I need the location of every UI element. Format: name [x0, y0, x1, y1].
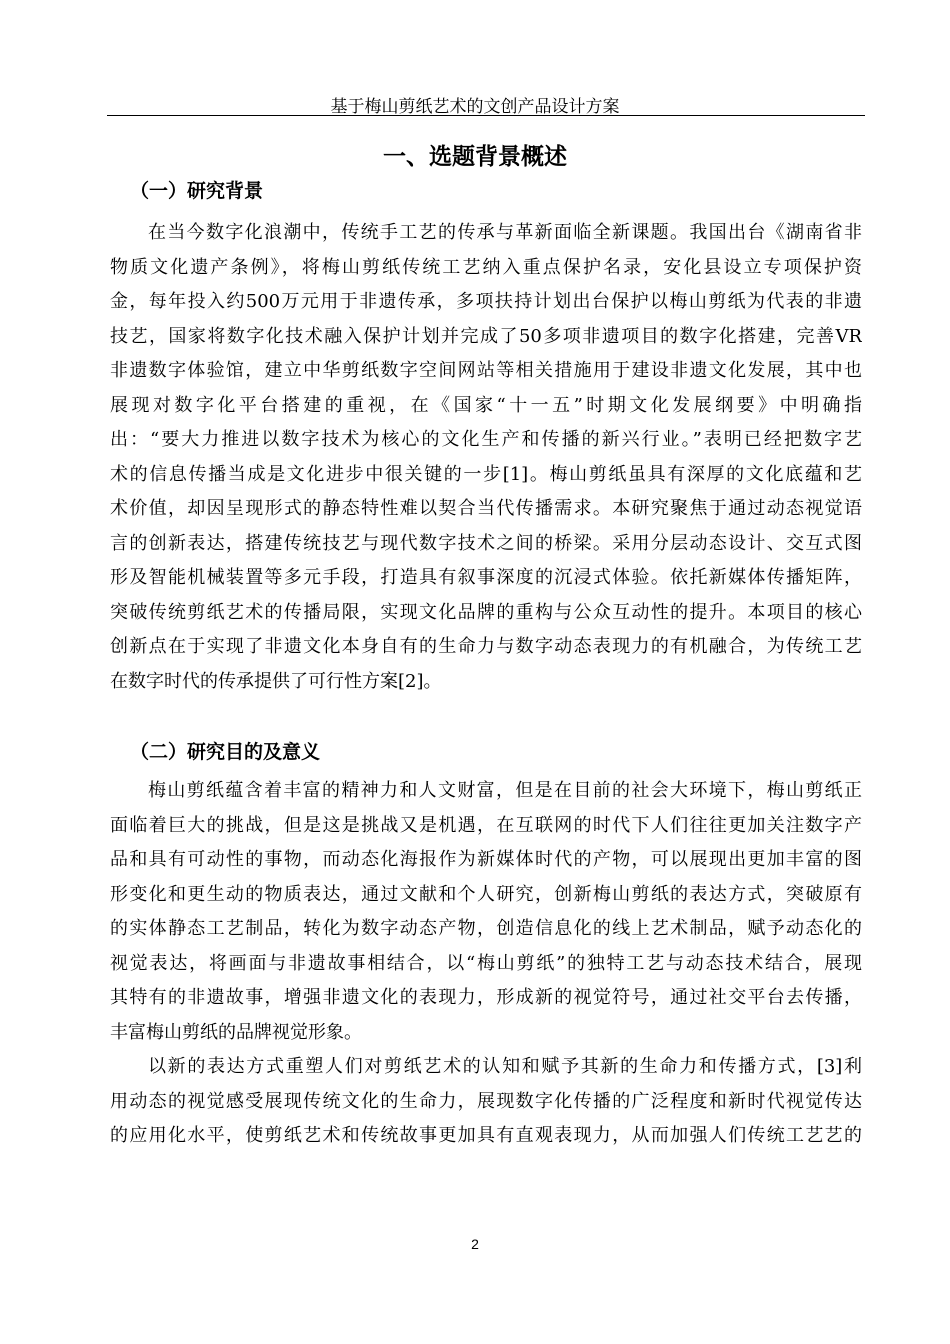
text-line: 创新点在于实现了非遗文化本身自有的生命力与数字动态表现力的有机融合，为传统工艺 — [110, 636, 862, 657]
text-line: 梅山剪纸蕴含着丰富的精神力和人文财富，但是在目前的社会大环境下，梅山剪纸正 — [148, 780, 862, 801]
text-line: 金，每年投入约500万元用于非遗传承，多项扶持计划出台保护以梅山剪纸为代表的非遗 — [110, 291, 862, 312]
text-line: 品和具有可动性的事物，而动态化海报作为新媒体时代的产物，可以展现出更加丰富的图 — [110, 849, 862, 870]
text-line: 其特有的非遗故事，增强非遗文化的表现力，形成新的视觉符号，通过社交平台去传播， — [110, 987, 862, 1008]
text-line: 的应用化水平，使剪纸艺术和传统故事更加具有直观表现力，从而加强人们传统工艺艺的 — [110, 1125, 862, 1146]
text-line: 在当今数字化浪潮中，传统手工艺的传承与革新面临全新课题。我国出台《湖南省非 — [148, 222, 862, 243]
header-rule — [107, 115, 865, 116]
chapter-title: 一、选题背景概述 — [383, 144, 567, 170]
running-header: 基于梅山剪纸艺术的文创产品设计方案 — [330, 97, 620, 117]
paragraph — [110, 1050, 862, 1154]
text-line: 在数字时代的传承提供了可行性方案[2]。 — [110, 670, 442, 692]
text-line: 面临着巨大的挑战，但是这是挑战又是机遇，在互联网的时代下人们往往更加关注数字产 — [110, 814, 862, 836]
text-line: 术的信息传播当成是文化进步中很关键的一步[1]。梅山剪纸虽具有深厚的文化底蕴和艺 — [110, 463, 862, 485]
text-line: 技艺，国家将数字化技术融入保护计划并完成了50多项非遗项目的数字化搭建，完善VR — [110, 325, 862, 347]
text-line: 视觉表达，将画面与非遗故事相结合，以“梅山剪纸”的独特工艺与动态技术结合，展现 — [110, 952, 862, 974]
text-line: 术价值，却因呈现形式的静态特性难以契合当代传播需求。本研究聚焦于通过动态视觉语 — [110, 498, 862, 519]
paragraph — [110, 216, 862, 699]
text-line: 以新的表达方式重塑人们对剪纸艺术的认知和赋予其新的生命力和传播方式，[3]利 — [148, 1056, 862, 1077]
section-heading: （一）研究背景 — [130, 180, 264, 202]
text-line: 形变化和更生动的物质表达，通过文献和个人研究，创新梅山剪纸的表达方式，突破原有 — [110, 883, 862, 905]
text-line: 形及智能机械装置等多元手段，打造具有叙事深度的沉浸式体验。依托新媒体传播矩阵， — [110, 567, 862, 588]
text-line: 的实体静态工艺制品，转化为数字动态产物，创造信息化的线上艺术制品，赋予动态化的 — [110, 918, 862, 939]
text-line: 物质文化遗产条例》，将梅山剪纸传统工艺纳入重点保护名录，安化县设立专项保护资 — [110, 256, 862, 278]
text-line: 丰富梅山剪纸的品牌视觉形象。 — [110, 1021, 362, 1043]
text-line: 非遗数字体验馆，建立中华剪纸数字空间网站等相关措施用于建设非遗文化发展，其中也 — [110, 360, 862, 381]
text-line: 突破传统剪纸艺术的传播局限，实现文化品牌的重构与公众互动性的提升。本项目的核心 — [110, 601, 862, 623]
text-line: 展现对数字化平台搭建的重视，在《国家“十一五”时期文化发展纲要》中明确指 — [110, 394, 862, 416]
text-line: 言的创新表达，搭建传统技艺与现代数字技术之间的桥梁。采用分层动态设计、交互式图 — [110, 532, 862, 554]
page-number: 2 — [471, 1236, 479, 1252]
section-heading: （二）研究目的及意义 — [130, 741, 321, 763]
paragraph — [110, 774, 862, 1050]
text-line: 用动态的视觉感受展现传统文化的生命力，展现数字化传播的广泛程度和新时代视觉传达 — [110, 1090, 862, 1112]
text-line: 出：“要大力推进以数字技术为核心的文化生产和传播的新兴行业。”表明已经把数字艺 — [110, 429, 862, 450]
